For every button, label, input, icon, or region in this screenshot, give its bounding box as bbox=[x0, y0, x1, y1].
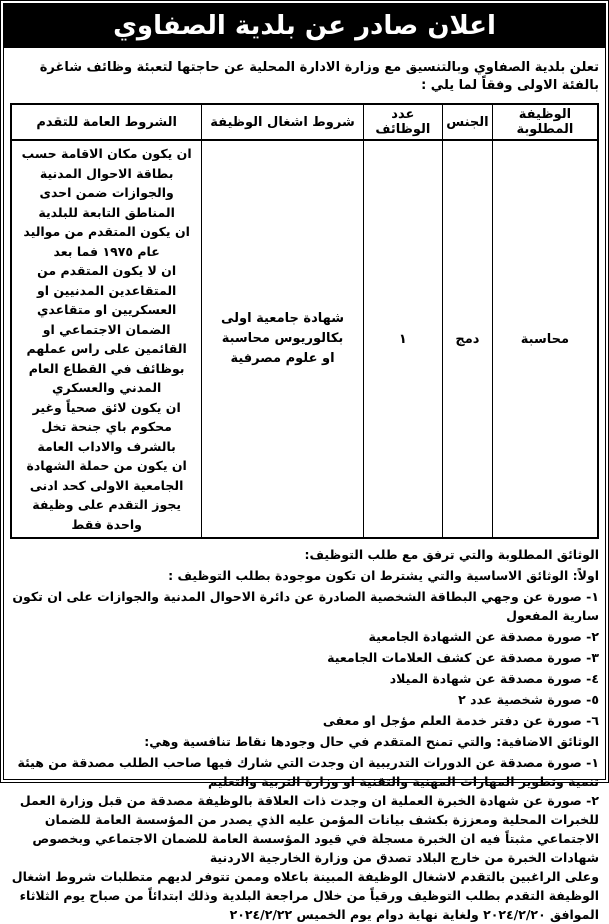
additional-documents-heading: الوثائق الاضافية: والتي تمنح المتقدم في حال وجودها نقاط تنافسية وهي: bbox=[144, 734, 599, 749]
job-cell: محاسبة bbox=[492, 140, 598, 538]
gender-cell: دمج bbox=[442, 140, 492, 538]
primary-document-item: ٤- صورة مصدقة عن شهادة الميلاد bbox=[389, 671, 599, 686]
intro-text: تعلن بلدية الصفاوي وبالتنسيق مع وزارة الادارة المحلية عن حاجتها لتعبئة وظائف شاغرة بالفئة الاولى وفقاً لما يلي : bbox=[39, 60, 599, 93]
additional-document-item: ٢- صورة عن شهادة الخبرة العملية ان وجدت ذات العلاقة بالوظيفة مصدقة من قبل وزارة العمل للخبرات المحلية ومعززة بكشف بيانات المؤمن عليه الذي يصدر من المؤسسة العامة للضمان الاجتماعي مثبتاً فيه ان الخبرة مسجلة في قيود المؤسسة العامة للضمان الاجتماعي وبخصوص شهادات الخبرة من خارج البلاد تصدق من وزارة الخارجية الاردنية bbox=[19, 793, 599, 865]
table-row bbox=[11, 140, 598, 538]
page-title: اعلان صادر عن بلدية الصفاوي bbox=[113, 11, 496, 41]
column-header-gender: الجنس bbox=[442, 104, 492, 140]
general-conditions-cell bbox=[11, 140, 202, 538]
table-header-row bbox=[11, 104, 598, 140]
closing-paragraph: وعلى الراغبين بالتقدم لاشغال الوظيفة المبينة باعلاه وممن تتوفر لديهم متطلبات شروط اشغال الوظيفة التقدم بطلب التوظيف ورقياً من خلال مراجعة البلدية وذلك ابتدائاً من صباح يوم الثلاثاء الموافق ٢٠٢٤/٢/٢٠ ولغاية نهاية دوام يوم الخميس ٢٠٢٤/٢/٢٢ bbox=[11, 869, 599, 922]
title-band bbox=[4, 4, 605, 48]
general-condition-item: ان يكون مكان الاقامة حسب بطاقة الاحوال المدنية والجوازات ضمن احدى المناطق التابعة للبلدية bbox=[21, 146, 192, 220]
general-condition-item: ان لا يكون المتقدم من المتقاعدين المدنيين او العسكريين او متقاعدي الضمان الاجتماعي او القائمين على راس عملهم بوظائف في القطاع العام المدني والعسكري bbox=[26, 263, 187, 395]
primary-document-item: ٣- صورة مصدقة عن كشف العلامات الجامعية bbox=[327, 650, 599, 665]
column-header-general-conditions: الشروط العامة للتقدم bbox=[11, 104, 202, 140]
jobs-table bbox=[10, 103, 599, 539]
occupation-conditions-cell: شهادة جامعية اولى بكالوريوس محاسبة او علوم مصرفية bbox=[202, 140, 363, 538]
primary-document-item: ٢- صورة مصدقة عن الشهادة الجامعية bbox=[368, 629, 599, 644]
column-header-occupation-conditions: شروط اشغال الوظيفة bbox=[202, 104, 363, 140]
general-condition-item: ان يكون المتقدم من مواليد عام ١٩٧٥ فما بعد bbox=[23, 224, 190, 259]
general-condition-item: ان يكون من حملة الشهادة الجامعية الاولى كحد ادنى bbox=[26, 458, 187, 493]
primary-document-item: ٦- صورة عن دفتر خدمة العلم مؤجل او معفى bbox=[322, 713, 599, 728]
primary-documents-heading: اولاً: الوثائق الاساسية والتي يشترط ان تكون موجودة بطلب التوظيف : bbox=[168, 568, 599, 583]
column-header-count: عدد الوظائف bbox=[363, 104, 442, 140]
count-cell: ١ bbox=[363, 140, 442, 538]
primary-document-item: ٥- صورة شخصية عدد ٢ bbox=[458, 692, 599, 707]
general-condition-item: يجوز التقدم على وظيفة واحدة فقط bbox=[32, 497, 182, 532]
primary-document-item: ١- صورة عن وجهي البطاقة الشخصية الصادرة عن دائرة الاحوال المدنية والجوازات على ان تكون سارية المفعول bbox=[12, 589, 599, 623]
documents-section bbox=[4, 539, 605, 924]
documents-heading: الوثائق المطلوبة والتي ترفق مع طلب التوظيف: bbox=[304, 547, 599, 562]
column-header-job: الوظيفة المطلوبة bbox=[492, 104, 598, 140]
general-condition-item: ان يكون لائق صحياً وغير محكوم باي جنحة تخل بالشرف والاداب العامة bbox=[32, 399, 181, 454]
additional-document-item: ١- صورة مصدقة عن الدورات التدريبية ان وجدت التي شارك فيها صاحب الطلب مصدقة من هيئة تنمية وتطوير المهارات المهنية والتقنية او وزارة التربية والتعليم bbox=[17, 755, 599, 789]
